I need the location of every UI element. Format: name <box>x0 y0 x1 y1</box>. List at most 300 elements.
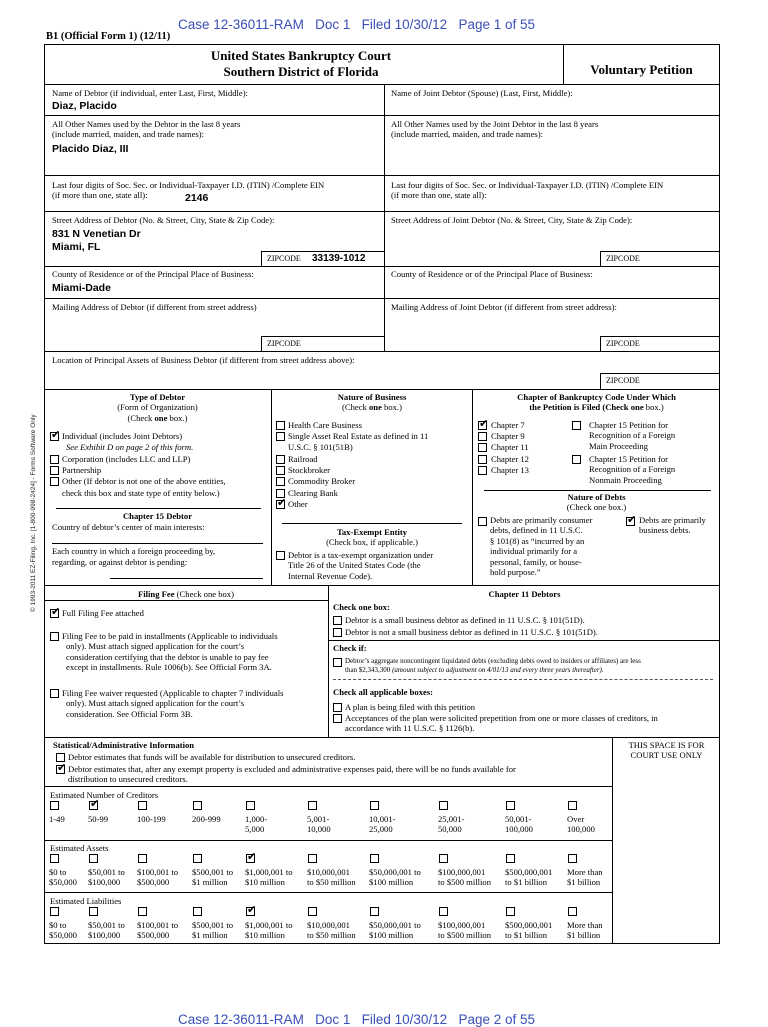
chapter-7-checkbox[interactable] <box>478 421 487 430</box>
type-of-debtor-sub: (Form of Organization) <box>117 402 198 413</box>
nature-business-title: Nature of Business <box>337 392 407 402</box>
txt: one <box>369 402 382 413</box>
option-line: 1,000- <box>245 814 268 824</box>
option-line: $500,000 <box>137 930 170 941</box>
creditors-option-checkbox[interactable] <box>370 801 379 810</box>
chapter-13-checkbox[interactable] <box>478 466 487 475</box>
liabilities-option-checkbox[interactable] <box>568 907 577 916</box>
text-line: hold purpose.” <box>490 567 541 578</box>
chapter-12-checkbox[interactable] <box>478 455 487 464</box>
option-line: $1 billion <box>567 930 601 941</box>
creditors-option-label <box>567 814 595 835</box>
joint-zip-label: ZIPCODE <box>606 254 640 263</box>
joint-name-label: Name of Joint Debtor (Spouse) (Last, First, Middle): <box>391 88 573 98</box>
ch11-not-small: Debtor is not a small business debtor as defined in 11 U.S.C. § 101(51D). <box>345 627 598 637</box>
court-line2: Southern District of Florida <box>223 64 379 79</box>
chapter-header <box>473 392 720 413</box>
type-item-exhibit: See Exhibit D on page 2 of this form. <box>66 442 194 452</box>
footer-doc: Doc 1 <box>315 1012 351 1027</box>
creditors-option-label <box>88 814 108 824</box>
assets-option-label <box>438 867 491 888</box>
option-line: $1 million <box>192 877 228 888</box>
no-funds-checkbox[interactable] <box>56 765 65 774</box>
option-line: $1 billion <box>567 877 601 888</box>
petition-type: Voluntary Petition <box>590 62 693 77</box>
option-line: $1,000,001 to <box>245 867 293 877</box>
option-line: $50,000 <box>49 930 77 941</box>
health-care-checkbox[interactable] <box>276 421 285 430</box>
label-line: All Other Names used by the Debtor in the last 8 years <box>52 119 241 129</box>
type-item-corporation: Corporation (includes LLC and LLP) <box>62 454 191 464</box>
nature-business-sub <box>272 402 472 412</box>
txt: (amount subject to adjustment on 4/01/13 and every three years thereafter). <box>392 665 604 674</box>
debtor-zip[interactable]: 33139-1012 <box>312 253 366 264</box>
type-of-debtor-header <box>44 392 271 423</box>
option-line: $100 million <box>369 877 414 888</box>
text-line: Filing Fee waiver requested (Applicable to chapter 7 individuals <box>62 688 284 698</box>
option-line: 200-999 <box>192 814 221 824</box>
option-line: $100,000,001 <box>438 867 486 877</box>
option-line: $10,000,001 <box>307 867 350 877</box>
debtor-address-line2[interactable]: Miami, FL <box>52 241 101 253</box>
assets-option-checkbox[interactable] <box>193 854 202 863</box>
nob-stockbroker: Stockbroker <box>288 465 331 475</box>
nature-debts-header <box>473 492 720 513</box>
assets-option-label <box>192 867 233 888</box>
option-line: More than <box>567 867 603 877</box>
option-line: $100 million <box>369 930 414 941</box>
liabilities-option-label <box>307 920 356 941</box>
assets-option-label <box>505 867 552 888</box>
installments-checkbox[interactable] <box>50 632 59 641</box>
business-debts-checkbox[interactable] <box>626 517 635 526</box>
label-line: (include married, maiden, and trade names): <box>391 129 543 140</box>
chapter-15-nonmain-checkbox[interactable] <box>572 455 581 464</box>
text-line: Main Proceeding <box>589 440 648 451</box>
creditors-option-label <box>307 814 331 835</box>
label-line: Last four digits of Soc. Sec. or Individual-Taxpayer I.D. (ITIN) /Complete EIN <box>391 180 664 190</box>
txt: box.) <box>381 402 402 413</box>
creditors-option-checkbox[interactable] <box>506 801 515 810</box>
liabilities-option-label <box>192 920 233 941</box>
joint-ssn-label <box>391 180 663 201</box>
option-line: to $1 billion <box>505 930 548 941</box>
railroad-checkbox[interactable] <box>276 455 285 464</box>
chapter-title1: Chapter of Bankruptcy Code Under Which <box>517 392 676 402</box>
other-business-checkbox[interactable] <box>276 500 285 509</box>
text-line: COURT USE ONLY <box>630 750 703 761</box>
consumer-debts-checkbox[interactable] <box>478 517 487 526</box>
tax-exempt-checkbox[interactable] <box>276 551 285 560</box>
assets-option-checkbox[interactable] <box>138 854 147 863</box>
stat-admin-title: Statistical/Administrative Information <box>53 740 195 750</box>
text-line: business debts. <box>639 525 691 536</box>
liabilities-option-checkbox[interactable] <box>89 907 98 916</box>
assets-option-label <box>49 867 77 888</box>
location-label: Location of Principal Assets of Business Debtor (if different from street address above): <box>52 355 355 365</box>
option-line: 50,000 <box>438 824 462 835</box>
option-line: $10,000,001 <box>307 920 350 930</box>
debtor-county[interactable]: Miami-Dade <box>52 282 111 294</box>
chapter-13-label: Chapter 13 <box>491 465 529 475</box>
liabilities-option-label <box>505 920 552 941</box>
nob-single-asset: Single Asset Real Estate as defined in 11 <box>288 431 429 441</box>
liabilities-option-checkbox[interactable] <box>138 907 147 916</box>
text-line: only). Must attach signed application for the court’s <box>66 698 245 709</box>
individual-checkbox[interactable] <box>50 432 59 441</box>
nob-other: Other <box>288 499 308 509</box>
assets-option-checkbox[interactable] <box>506 854 515 863</box>
assets-option-checkbox[interactable] <box>308 854 317 863</box>
assets-option-label <box>245 867 293 888</box>
creditors-option-label <box>369 814 396 835</box>
liabilities-option-label <box>49 920 77 941</box>
no-funds-label <box>68 764 516 785</box>
type-item-other: Other (If debtor is not one of the above entities, <box>62 476 226 486</box>
option-line: More than <box>567 920 603 930</box>
option-line: $500,001 to <box>192 920 234 930</box>
option-line: $500,001 to <box>192 867 234 877</box>
text-line: Debtor’s aggregate noncontingent liquidated debts (excluding debts owed to insiders or affiliates) are less <box>345 657 641 665</box>
debtor-other-names[interactable]: Placido Diaz, III <box>52 143 129 155</box>
fee-waiver-label <box>62 688 283 719</box>
assets-option-label <box>369 867 421 888</box>
option-line: $10 million <box>245 930 285 941</box>
option-line: to $500 million <box>438 930 491 941</box>
filing-fee-title: Filing Fee <box>138 589 175 599</box>
liabilities-option-label <box>88 920 125 941</box>
text-line: Acceptances of the plan were solicited prepetition from one or more classes of creditors, in <box>345 713 658 723</box>
assets-option-checkbox[interactable] <box>568 854 577 863</box>
chapter-12-label: Chapter 12 <box>491 454 529 464</box>
liabilities-option-label <box>567 920 603 941</box>
chapter-9-label: Chapter 9 <box>491 431 525 441</box>
option-line: $50,000,001 to <box>369 920 421 930</box>
option-line: $100,001 to <box>137 920 179 930</box>
text-line: Title 26 of the United States Code (the <box>288 560 421 571</box>
court-title <box>146 48 456 80</box>
option-line: $100,001 to <box>137 867 179 877</box>
option-line: to $1 billion <box>505 877 548 888</box>
chapter11-title: Chapter 11 Debtors <box>488 589 561 599</box>
option-line: $50,001 to <box>88 867 125 877</box>
assets-option-checkbox[interactable] <box>50 854 59 863</box>
debtor-name[interactable]: Diaz, Placido <box>52 100 117 112</box>
assets-option-label <box>307 867 356 888</box>
type-item-other-2: check this box and state type of entity below.) <box>62 488 220 498</box>
option-line: $50,000,001 to <box>369 867 421 877</box>
tax-exempt-lines <box>288 550 433 581</box>
option-line: 50,001- <box>505 814 532 824</box>
not-small-business-checkbox[interactable] <box>333 628 342 637</box>
footer-filed: Filed 10/30/12 <box>361 1012 448 1027</box>
funds-available-label: Debtor estimates that funds will be available for distribution to unsecured creditors. <box>68 752 356 762</box>
header-filed: Filed 10/30/12 <box>361 17 448 32</box>
text-line: Internal Revenue Code). <box>288 570 373 581</box>
nob-clearing: Clearing Bank <box>288 488 338 498</box>
option-line: 50-99 <box>88 814 109 824</box>
corporation-checkbox[interactable] <box>50 455 59 464</box>
text-line: accordance with 11 U.S.C. § 1126(b). <box>345 723 475 734</box>
text-line: consideration. See Official Form 3B. <box>66 708 193 719</box>
debtor-address-label: Street Address of Debtor (No. & Street, City, State & Zip Code): <box>52 215 275 225</box>
text-line: only). Must attach signed application for the court’s <box>66 641 245 652</box>
chapter-11-checkbox[interactable] <box>478 443 487 452</box>
joint-mailing-label: Mailing Address of Joint Debtor (if different from street address): <box>391 302 617 312</box>
debtor-address-line1[interactable]: 831 N Venetian Dr <box>52 228 141 240</box>
option-line: $1 million <box>192 930 228 941</box>
court-line1: United States Bankruptcy Court <box>210 48 392 63</box>
label-line: Last four digits of Soc. Sec. or Individual-Taxpayer I.D. (ITIN) /Complete EIN <box>52 180 325 190</box>
option-line: $50,001 to <box>88 920 125 930</box>
creditors-option-checkbox[interactable] <box>308 801 317 810</box>
debtor-mailing-zip-label: ZIPCODE <box>267 339 301 348</box>
assets-option-checkbox[interactable] <box>246 854 255 863</box>
joint-other-names-label <box>391 119 598 140</box>
other-entity-checkbox[interactable] <box>50 477 59 486</box>
creditors-option-label <box>137 814 166 824</box>
creditors-label: Estimated Number of Creditors <box>50 790 159 800</box>
option-line: $100,000 <box>88 877 121 888</box>
ch11-divider <box>333 679 713 680</box>
acceptances-checkbox[interactable] <box>333 714 342 723</box>
txt: the Petition is Filed (Check <box>529 402 631 413</box>
small-business-checkbox[interactable] <box>333 616 342 625</box>
label-line: All Other Names used by the Joint Debtor in the last 8 years <box>391 119 599 129</box>
option-line: $0 to <box>49 920 67 930</box>
ch11-accept <box>345 713 658 734</box>
text-line: Debtor is a tax-exempt organization under <box>288 550 434 560</box>
assets-option-checkbox[interactable] <box>439 854 448 863</box>
nob-railroad: Railroad <box>288 454 318 464</box>
option-line: $500,000,001 <box>505 920 553 930</box>
assets-option-label <box>88 867 125 888</box>
assets-option-checkbox[interactable] <box>370 854 379 863</box>
text-line: § 101(8) as “incurred by an <box>490 535 585 546</box>
debtor-county-label: County of Residence or of the Principal Place of Business: <box>52 269 254 279</box>
txt: one <box>630 402 644 413</box>
option-line: to $50 million <box>307 877 356 888</box>
type-item-individual: Individual (includes Joint Debtors) <box>62 431 183 441</box>
tax-exempt-title: Tax-Exempt Entity <box>336 527 408 537</box>
court-use-only <box>613 740 720 761</box>
joint-county-label: County of Residence or of the Principal Place of Business: <box>391 269 593 279</box>
option-line: 5,001- <box>307 814 330 824</box>
option-line: 25,000 <box>369 824 393 835</box>
debtor-name-label: Name of Debtor (if individual, enter Last, First, Middle): <box>52 88 248 98</box>
aggregate-debts-checkbox[interactable] <box>333 658 342 667</box>
plan-filed-checkbox[interactable] <box>333 703 342 712</box>
option-line: 100,000 <box>567 824 595 835</box>
creditors-option-label <box>438 814 465 835</box>
text-line: debts, defined in 11 U.S.C. <box>490 525 583 536</box>
liabilities-option-label <box>438 920 491 941</box>
header-case: Case 12-36011-RAM <box>178 17 304 32</box>
installments-label <box>62 631 278 673</box>
text-line: Debts are primarily consumer <box>490 515 593 525</box>
assets-option-checkbox[interactable] <box>89 854 98 863</box>
chapter15-line3: regarding, or against debtor is pending: <box>52 557 188 567</box>
option-line: 10,001- <box>369 814 396 824</box>
ch11-check-one: Check one box: <box>333 602 390 612</box>
liabilities-option-checkbox[interactable] <box>308 907 317 916</box>
option-line: Over <box>567 814 585 824</box>
nature-debts-sub: (Check one box.) <box>566 502 627 513</box>
creditors-option-label <box>505 814 533 835</box>
nob-single-asset-2: U.S.C. § 101(51B) <box>288 442 353 452</box>
liabilities-option-checkbox[interactable] <box>370 907 379 916</box>
text-line: Nonmain Proceeding <box>589 474 662 485</box>
partnership-checkbox[interactable] <box>50 466 59 475</box>
joint-mailing-zip-label: ZIPCODE <box>606 339 640 348</box>
fee-waiver-checkbox[interactable] <box>50 689 59 698</box>
creditors-option-label <box>245 814 267 835</box>
text-line: Chapter 15 Petition for <box>589 454 669 464</box>
chapter-9-checkbox[interactable] <box>478 432 487 441</box>
creditors-option-checkbox[interactable] <box>568 801 577 810</box>
ch11-aggregate <box>345 657 641 674</box>
business-debts-label <box>639 515 706 536</box>
header-page: Page 1 of 55 <box>458 17 536 32</box>
filing-fee-header <box>44 589 328 599</box>
text-line: Chapter 15 Petition for <box>589 420 669 430</box>
nature-debts-title: Nature of Debts <box>567 492 626 502</box>
creditors-option-checkbox[interactable] <box>138 801 147 810</box>
option-line: $100,000 <box>88 930 121 941</box>
footer-case: Case 12-36011-RAM <box>178 1012 304 1027</box>
assets-label: Estimated Assets <box>50 843 109 853</box>
type-of-debtor-check <box>44 413 271 423</box>
consumer-debts-label <box>490 515 592 577</box>
full-fee-label: Full Filing Fee attached <box>62 608 144 618</box>
label-line: (include married, maiden, and trade names): <box>52 129 204 140</box>
creditors-option-checkbox[interactable] <box>439 801 448 810</box>
txt: (Check <box>127 412 155 423</box>
ch11-small: Debtor is a small business debtor as defined in 11 U.S.C. § 101(51D). <box>345 615 585 625</box>
option-line: 100,000 <box>505 824 533 835</box>
joint-address-label: Street Address of Joint Debtor (No. & Street, City, State & Zip Code): <box>391 215 633 225</box>
option-line: 10,000 <box>307 824 331 835</box>
txt: (Check one box) <box>174 589 234 599</box>
chapter-7-label: Chapter 7 <box>491 420 525 430</box>
option-line: 1-49 <box>49 814 65 824</box>
txt: (Check <box>342 402 369 413</box>
assets-option-label <box>567 867 603 888</box>
text-line: Debts are primarily <box>639 515 706 525</box>
liabilities-option-checkbox[interactable] <box>246 907 255 916</box>
text-line: consideration certifying that the debtor is unable to pay fee <box>66 651 269 662</box>
creditors-option-checkbox[interactable] <box>50 801 59 810</box>
nob-health: Health Care Business <box>288 420 362 430</box>
chapter-15-nonmain-label <box>589 454 675 485</box>
text-line: individual primarily for a <box>490 546 578 557</box>
option-line: 100-199 <box>137 814 166 824</box>
text-line: Filing Fee to be paid in installments (Applicable to individuals <box>62 631 278 641</box>
liabilities-option-label <box>245 920 293 941</box>
option-line: $500,000,001 <box>505 867 553 877</box>
option-line: $100,000,001 <box>438 920 486 930</box>
creditors-option-checkbox[interactable] <box>246 801 255 810</box>
chapter15-debtor-title: Chapter 15 Debtor <box>122 511 193 521</box>
option-line: $1,000,001 to <box>245 920 293 930</box>
tax-exempt-header <box>272 527 472 548</box>
side-copyright: © 1993-2011 EZ-Filing, Inc. [1-800-998-2424] - Forms Software Only <box>30 414 37 612</box>
liabilities-option-label <box>137 920 178 941</box>
label-line: (if more than one, state all): <box>52 190 148 201</box>
debtor-other-names-label <box>52 119 240 140</box>
form-id: B1 (Official Form 1) (12/11) <box>46 31 171 42</box>
txt: box.) <box>643 402 664 413</box>
creditors-option-checkbox[interactable] <box>193 801 202 810</box>
option-line: to $50 million <box>307 930 356 941</box>
creditors-option-checkbox[interactable] <box>89 801 98 810</box>
liabilities-option-checkbox[interactable] <box>50 907 59 916</box>
nature-business-header <box>272 392 472 413</box>
debtor-zip-label: ZIPCODE <box>267 254 301 263</box>
debtor-mailing-label: Mailing Address of Debtor (if different from street address) <box>52 302 257 312</box>
type-of-debtor-title: Type of Debtor <box>129 392 186 402</box>
liabilities-option-checkbox[interactable] <box>193 907 202 916</box>
chapter15-line1: Country of debtor’s center of main interests: <box>52 522 205 532</box>
liabilities-option-checkbox[interactable] <box>506 907 515 916</box>
liabilities-option-label <box>369 920 421 941</box>
option-line: 5,000 <box>245 824 265 835</box>
stockbroker-checkbox[interactable] <box>276 466 285 475</box>
location-zip-label: ZIPCODE <box>606 376 640 385</box>
commodity-checkbox[interactable] <box>276 477 285 486</box>
text-line: Recognition of a Foreign <box>589 464 676 475</box>
text-line: Recognition of a Foreign <box>589 430 676 441</box>
option-line: $50,000 <box>49 877 77 888</box>
option-line: $10 million <box>245 877 285 888</box>
tax-exempt-sub: (Check box, if applicable.) <box>326 537 418 548</box>
liabilities-option-checkbox[interactable] <box>439 907 448 916</box>
ch11-check-all: Check all applicable boxes: <box>333 687 434 697</box>
creditors-option-label <box>49 814 65 824</box>
chapter-15-main-checkbox[interactable] <box>572 421 581 430</box>
type-item-partnership: Partnership <box>62 465 102 475</box>
header-doc: Doc 1 <box>315 17 351 32</box>
full-fee-checkbox[interactable] <box>50 609 59 618</box>
page-footer <box>178 1012 535 1027</box>
txt: box.) <box>167 412 188 423</box>
debtor-ssn[interactable]: 2146 <box>185 192 209 204</box>
text-line: personal, family, or house- <box>490 556 582 567</box>
option-line: to $500 million <box>438 877 491 888</box>
text-line: except in installments. Rule 1006(b). See Official Form 3A. <box>66 662 272 673</box>
text-line: Debtor estimates that, after any exempt property is excluded and administrative expenses paid, there will be no funds available for <box>68 764 516 774</box>
txt: than $2,343,300 <box>345 665 393 674</box>
chapter-title2 <box>473 402 720 412</box>
option-line: $500,000 <box>137 877 170 888</box>
footer-page: Page 2 of 55 <box>458 1012 536 1027</box>
nob-commodity: Commodity Broker <box>288 476 356 486</box>
assets-option-label <box>137 867 178 888</box>
text-line: distribution to unsecured creditors. <box>68 774 188 785</box>
ch11-plan: A plan is being filed with this petition <box>345 702 476 712</box>
single-asset-checkbox[interactable] <box>276 432 285 441</box>
liabilities-label: Estimated Liabilities <box>50 896 122 906</box>
label-line: (if more than one, state all): <box>391 190 487 201</box>
option-line: 25,001- <box>438 814 465 824</box>
option-line: $0 to <box>49 867 67 877</box>
creditors-option-label <box>192 814 221 824</box>
text-line <box>345 666 641 675</box>
chapter-15-main-label <box>589 420 675 451</box>
ch11-check-if: Check if: <box>333 643 367 653</box>
chapter15-line2: Each country in which a foreign proceeding by, <box>52 546 216 556</box>
text-line: THIS SPACE IS FOR <box>628 740 705 750</box>
